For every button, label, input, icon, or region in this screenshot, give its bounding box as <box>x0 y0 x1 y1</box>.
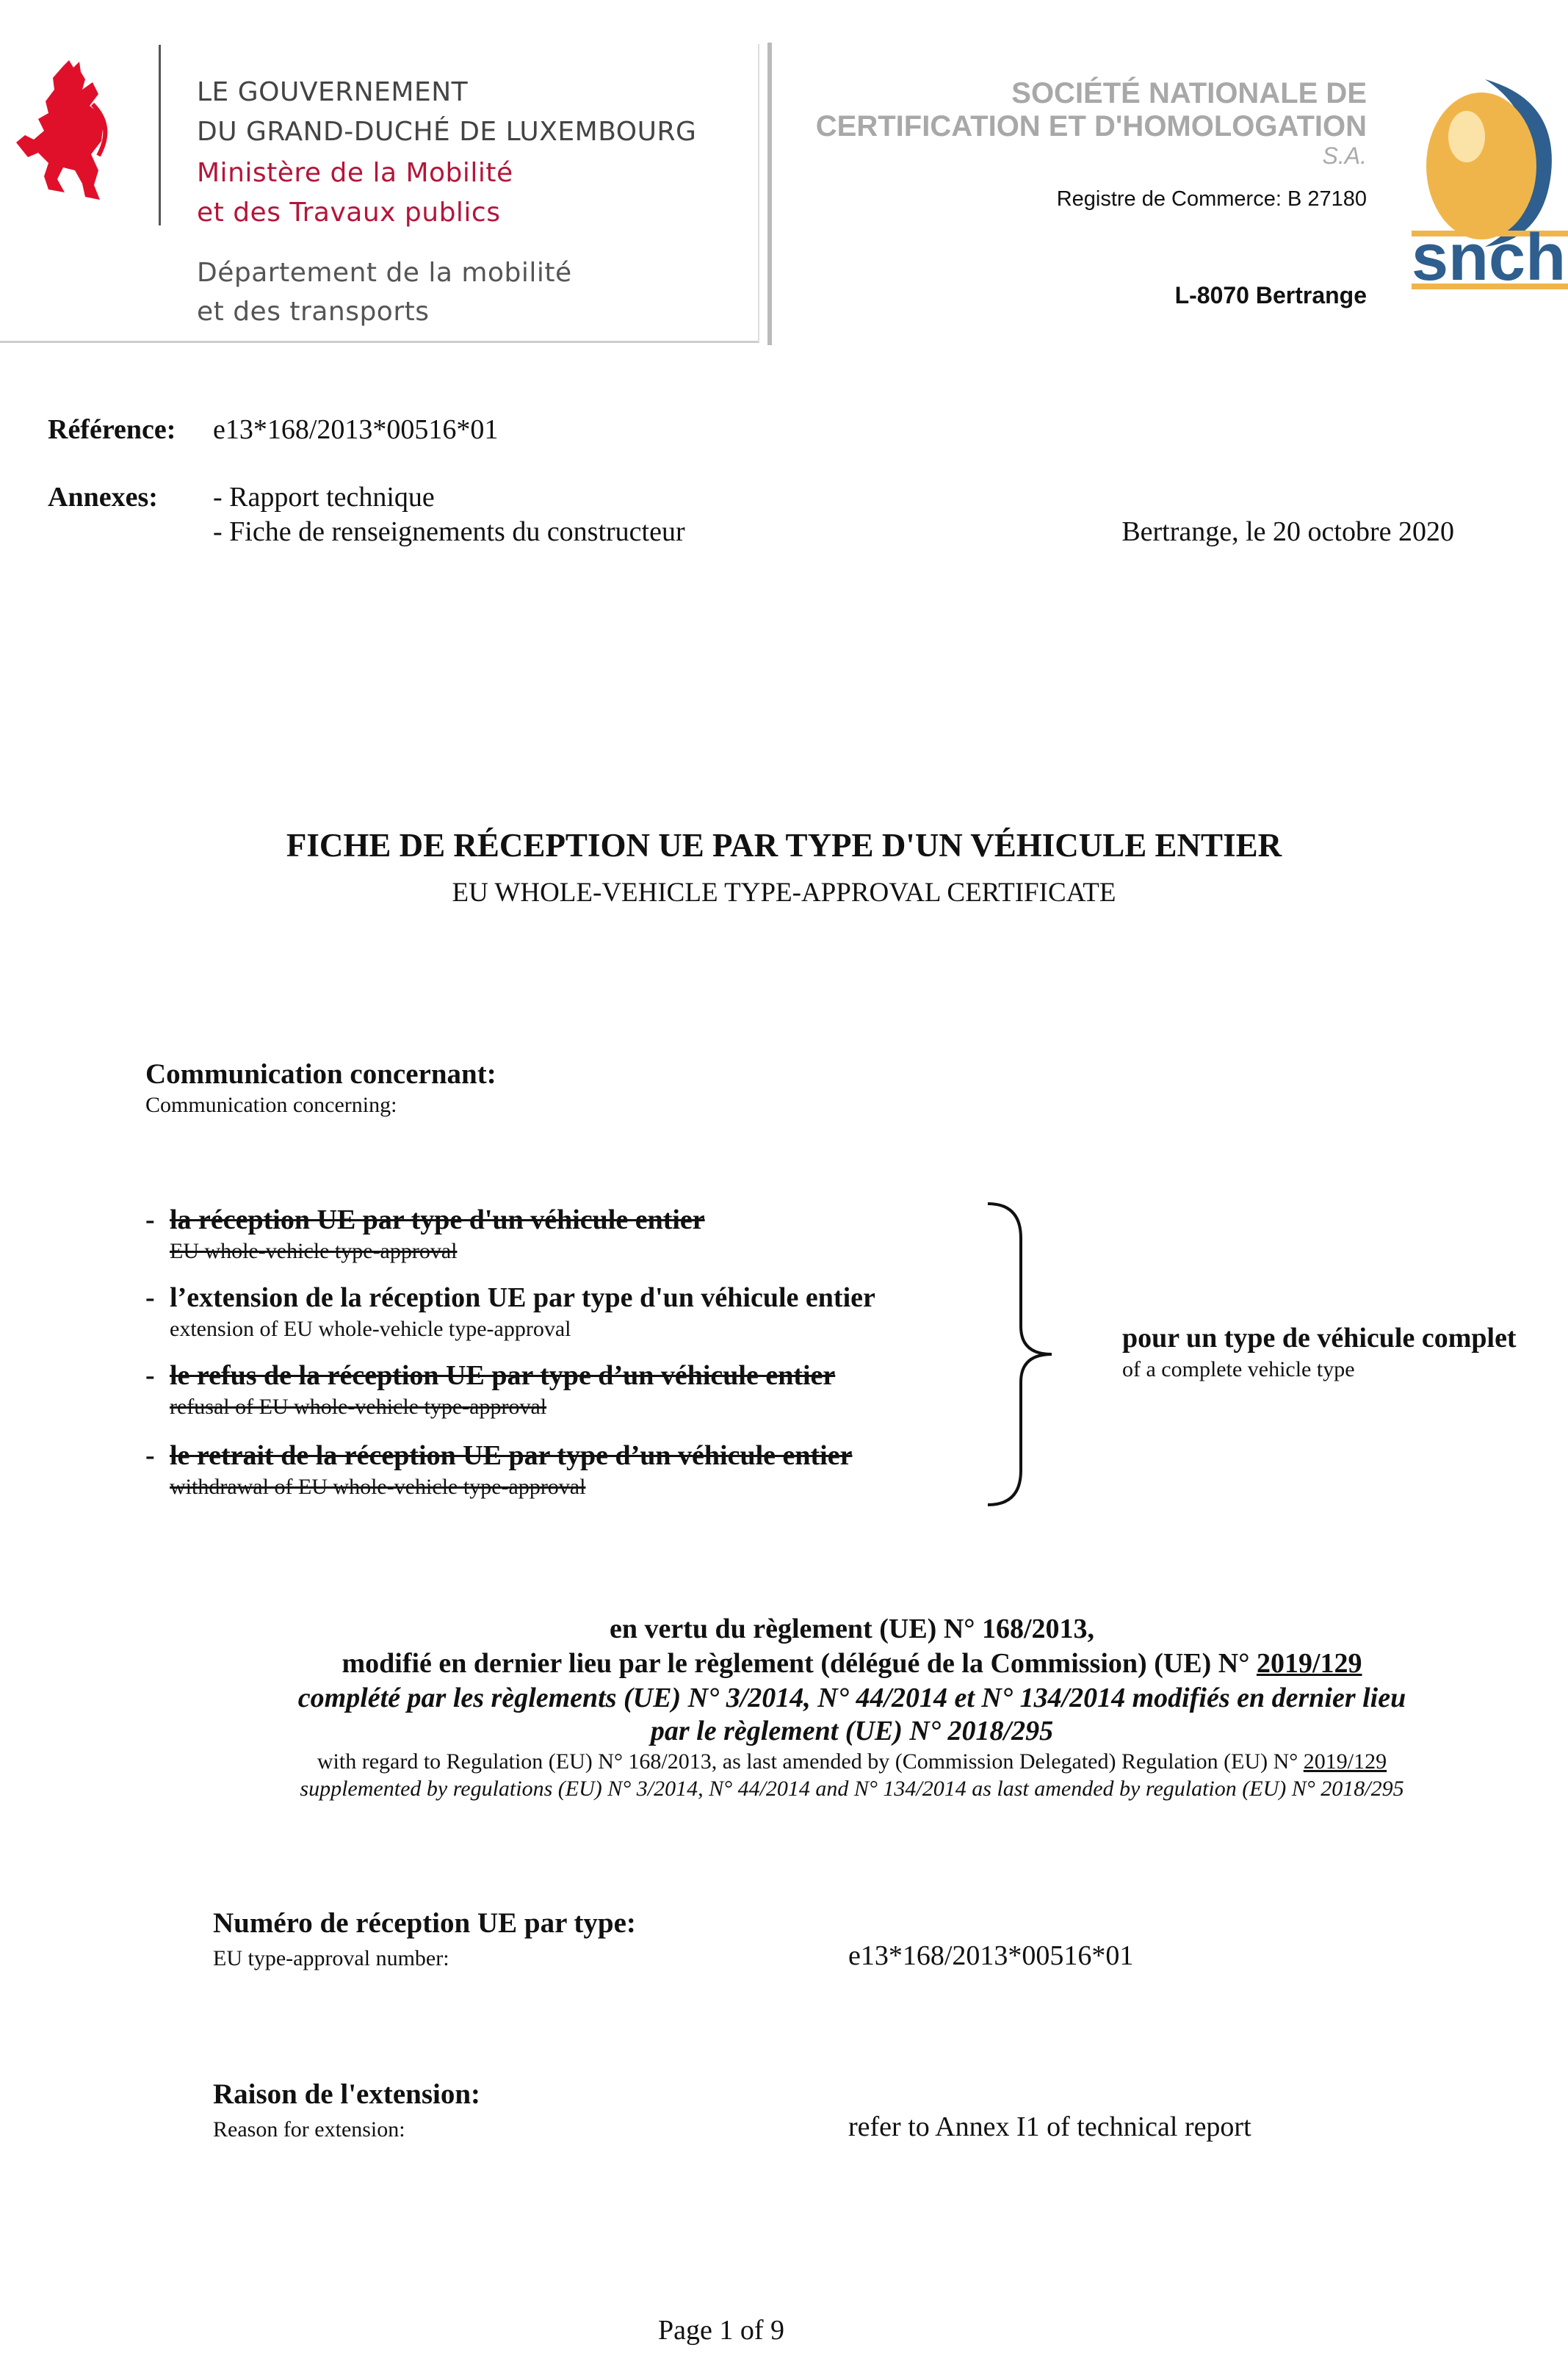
extension-reason-label: Raison de l'extension: <box>213 2078 481 2110</box>
list-dash: - <box>145 1204 155 1235</box>
document-date: Bertrange, le 20 octobre 2020 <box>1121 516 1454 547</box>
list-dash: - <box>145 1282 155 1313</box>
reference-value: e13*168/2013*00516*01 <box>213 414 499 445</box>
communication-label-en: Communication concerning: <box>145 1093 397 1117</box>
regulation-en-line1: with regard to Regulation (EU) N° 168/2013, as last amended by (Commission Delegated) Regulation (EU) N° 2019/129 <box>317 1749 1387 1774</box>
document-subtitle: EU WHOLE-VEHICLE TYPE-APPROVAL CERTIFICATE <box>452 878 1116 908</box>
snch-sa: S.A. <box>1322 142 1367 169</box>
department-line2: et des transports <box>197 297 430 327</box>
regulation-en-line2: supplemented by regulations (EU) N° 3/2014, N° 44/2014 and N° 134/2014 as last amended by regulation (EU) N° 2018/295 <box>300 1777 1404 1801</box>
snch-address: L-8070 Bertrange <box>1174 282 1367 308</box>
annexes-label: Annexes: <box>48 482 158 513</box>
reference-label: Référence: <box>48 414 176 445</box>
document-title: FICHE DE RÉCEPTION UE PAR TYPE D'UN VÉHICULE ENTIER <box>286 827 1282 864</box>
regulation-line3: complété par les règlements (UE) N° 3/2014, N° 44/2014 et N° 134/2014 modifiés en dernier lieu <box>297 1683 1406 1713</box>
vehicle-scope: pour un type de véhicule complet <box>1122 1323 1517 1354</box>
header-box-bottom <box>0 341 759 343</box>
regulation-line4: par le règlement (UE) N° 2018/295 <box>650 1716 1054 1746</box>
approval-number-label: Numéro de réception UE par type: <box>213 1907 636 1939</box>
list-item-en: extension of EU whole-vehicle type-approval <box>170 1317 571 1341</box>
extension-reason-value: refer to Annex I1 of technical report <box>848 2111 1251 2142</box>
extension-reason-label-en: Reason for extension: <box>213 2117 405 2142</box>
government-name-line2: DU GRAND-DUCHÉ DE LUXEMBOURG <box>197 117 697 147</box>
ministry-line1: Ministère de la Mobilité <box>197 158 513 188</box>
regulation-line1: en vertu du règlement (UE) N° 168/2013, <box>609 1614 1095 1644</box>
page-number: Page 1 of 9 <box>657 2315 785 2346</box>
annex-item: - Rapport technique <box>213 482 435 513</box>
list-item: le retrait de la réception UE par type d’un véhicule entier <box>170 1440 853 1471</box>
department-line1: Département de la mobilité <box>197 258 572 288</box>
brace-icon <box>984 1202 1054 1507</box>
snch-logo <box>1412 78 1568 294</box>
annex-item: - Fiche de renseignements du constructeur <box>213 516 685 547</box>
list-item: l’extension de la réception UE par type d'un véhicule entier <box>170 1282 875 1313</box>
ministry-line2: et des Travaux publics <box>197 198 501 228</box>
header-divider <box>159 45 161 225</box>
list-item-en: withdrawal of EU whole-vehicle type-approval <box>170 1475 586 1499</box>
approval-number-value: e13*168/2013*00516*01 <box>848 1940 1134 1971</box>
snch-registry: Registre de Commerce: B 27180 <box>1056 187 1367 211</box>
header-box-right <box>758 44 759 342</box>
approval-number-label-en: EU type-approval number: <box>213 1946 449 1970</box>
list-item: la réception UE par type d'un véhicule entier <box>170 1204 705 1235</box>
list-item-en: EU whole-vehicle type-approval <box>170 1239 458 1263</box>
list-item: le refus de la réception UE par type d’un véhicule entier <box>170 1360 836 1391</box>
snch-name-line1: SOCIÉTÉ NATIONALE DE <box>1011 77 1367 109</box>
svg-text:snch: snch <box>1412 221 1567 294</box>
list-dash: - <box>145 1440 155 1471</box>
government-name-line1: LE GOUVERNEMENT <box>197 77 469 107</box>
list-dash: - <box>145 1360 155 1391</box>
list-item-en: refusal of EU whole-vehicle type-approval <box>170 1395 547 1419</box>
vehicle-scope-en: of a complete vehicle type <box>1122 1357 1355 1381</box>
red-lion-icon <box>12 60 129 204</box>
communication-label: Communication concernant: <box>145 1058 496 1090</box>
header-separator <box>767 43 772 345</box>
snch-name-line2: CERTIFICATION ET D'HOMOLOGATION <box>815 110 1367 142</box>
regulation-line2: modifié en dernier lieu par le règlement (délégué de la Commission) (UE) N° 2019/129 <box>342 1648 1362 1679</box>
